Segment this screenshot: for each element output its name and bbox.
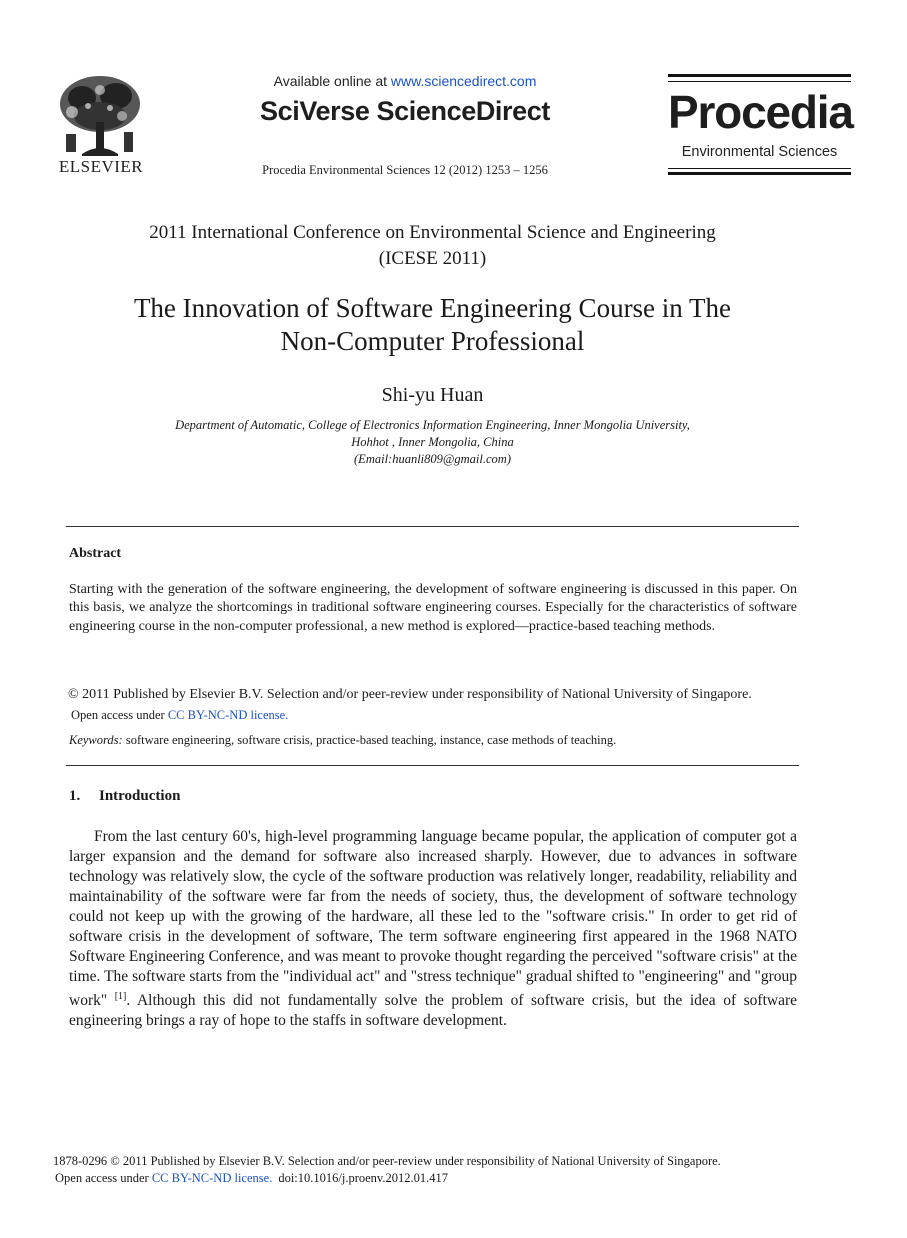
keywords-line (69, 733, 616, 748)
sciencedirect-link[interactable]: www.sciencedirect.com (390, 73, 537, 89)
available-online-line (200, 73, 610, 89)
intro-text-before-ref: From the last century 60's, high-level programming language became popular, the application of computer got a larger expansion and the demand for software also increased sharply. However, due to advances in software technology was relatively slow, the cycle of the software production was relatively longer, readability, reliability and maintainability of the software were far from the needs of society, thus, the development of software technology could not keep up with the growing of the hardware, all these led to the "software crisis." In order to get rid of software crisis in the development of software, The term software engineering first appeared in the 1968 NATO Software Engineering Conference, and was meant to provoke thought regarding the perceived "software crisis" at the time. The software starts from the "individual act" and "stress technique" gradual shifted to "engineering" and "group work" (69, 828, 797, 1010)
procedia-subtitle: Environmental Sciences (681, 144, 838, 160)
available-online-prefix: Available online at (273, 73, 391, 89)
procedia-bottom-rule-thin (668, 168, 851, 169)
open-access-line (71, 708, 288, 723)
footer-open-access-prefix: Open access under (55, 1171, 152, 1185)
abstract-text: Starting with the generation of the software engineering, the development of software engineering is discussed in this paper. On this basis, we analyze the shortcomings in traditional software engineering courses. Especially for the characteristics of software engineering course in the non-computer professional, a new method is explored—practice-based teaching methods. (69, 582, 797, 634)
abstract-top-rule (66, 526, 799, 527)
procedia-wordmark: Procedia (668, 86, 853, 138)
paper-title (60, 292, 805, 358)
author-name: Shi-yu Huan (381, 384, 484, 406)
footer-doi[interactable]: doi:10.1016/j.proenv.2012.01.417 (278, 1171, 448, 1185)
license-link[interactable]: CC BY-NC-ND license. (167, 708, 289, 722)
elsevier-wordmark: ELSEVIER (58, 157, 144, 176)
abstract-heading: Abstract (69, 546, 122, 561)
reference-citation[interactable]: [1] (114, 991, 127, 1002)
procedia-top-rule-thin (668, 81, 851, 82)
open-access-prefix: Open access under (71, 708, 168, 722)
paper-title-line1: The Innovation of Software Engineering Course in The (133, 293, 732, 323)
affiliation-location: Hohhot , Inner Mongolia, China (351, 435, 514, 449)
sciverse-sciencedirect-title: SciVerse ScienceDirect (260, 96, 550, 126)
procedia-logo (668, 74, 851, 176)
paper-title-line2: Non-Computer Professional (280, 326, 585, 356)
keywords-text: software engineering, software crisis, practice-based teaching, instance, case methods of teaching. (122, 733, 617, 747)
procedia-bottom-rule (668, 172, 851, 175)
procedia-top-rule (668, 74, 851, 77)
journal-citation: Procedia Environmental Sciences 12 (2012) 1253 – 1256 (262, 163, 548, 177)
footer-open-access-line (55, 1171, 448, 1186)
section-number: 1. (69, 788, 81, 804)
footer-license-link[interactable]: CC BY-NC-ND license. (151, 1171, 273, 1185)
affiliation-line: Department of Automatic, College of Electronics Information Engineering, Inner Mongolia University, (175, 418, 690, 432)
footer-issn-copyright: 1878-0296 © 2011 Published by Elsevier B.V. Selection and/or peer-review under responsibility of National University of Singapore. (53, 1154, 721, 1168)
section-title: Introduction (99, 788, 181, 804)
copyright-statement: © 2011 Published by Elsevier B.V. Selection and/or peer-review under responsibility of National University of Singapore. (68, 687, 752, 702)
introduction-paragraph (69, 827, 797, 1031)
conference-acronym: (ICESE 2011) (378, 248, 487, 269)
conference-name: 2011 International Conference on Environmental Science and Engineering (149, 222, 716, 243)
author-email: (Email:huanli809@gmail.com) (354, 452, 511, 466)
keywords-label: Keywords: (69, 733, 123, 747)
section-heading-introduction (69, 788, 180, 805)
abstract-bottom-rule (66, 765, 799, 766)
intro-text-after-ref: . Although this did not fundamentally solve the problem of software crisis, but the idea of software engineering brings a ray of hope to the staffs in software development. (69, 992, 797, 1030)
